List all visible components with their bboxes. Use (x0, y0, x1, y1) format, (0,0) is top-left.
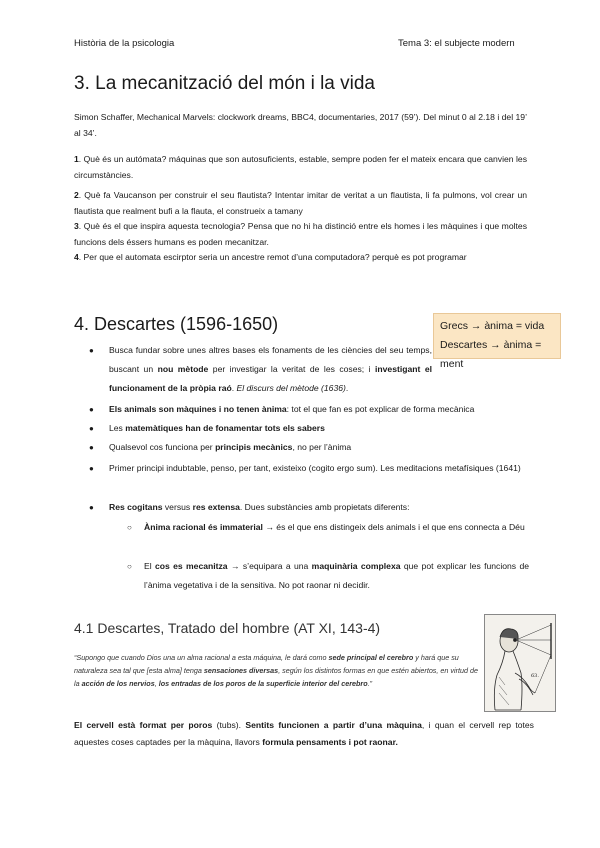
bold-span: sede principal el cerebro (328, 653, 414, 662)
text-span: . Dues substàncies amb propietats diferents: (239, 502, 410, 512)
question-2 (74, 188, 527, 219)
bullet-animals-machines (89, 400, 529, 419)
question-text: . Què és el que inspira aquesta tecnologia? Pensa que no hi ha distinció entre els homes i les màquines i que moltes funcions dels éssers humans es poden mecanitzar. (74, 221, 527, 247)
engraving-illustration (485, 615, 555, 711)
bold-span: El cervell està format per poros (74, 720, 213, 730)
bullet-dot: ● (89, 405, 94, 414)
section-4-title: 4. Descartes (1596-1650) (74, 314, 279, 334)
bold-span: los entradas de los poros de la superficie interior del cerebro (158, 679, 368, 688)
bullet-new-method (89, 341, 433, 398)
section-3-title: 3. La mecanització del món i la vida (74, 73, 375, 94)
text-span: per investigar la veritat de les coses; i (208, 364, 376, 374)
descartes-quote (74, 651, 479, 690)
header-left: Història de la psicologia (74, 38, 175, 49)
question-text: . Per que el automata escirptor seria un ancestre remot d’una computadora? perquè es pot programar (78, 252, 467, 262)
figure-number-label: 63. (531, 673, 539, 679)
text-span: . (345, 383, 349, 393)
text-span: , (154, 679, 159, 688)
text-span: → és el que ens distingeix dels animals i el que ens connecta a Déu (262, 522, 525, 532)
text-span: “Supongo que cuando Dios una un alma racional a esta máquina, le dará como (74, 653, 329, 662)
bullet-cogito (89, 459, 529, 478)
bold-span: investigant el funcionament de la pròpia raó (109, 364, 433, 393)
text-span: . (231, 383, 237, 393)
text-span: Busca fundar sobre unes altres bases els fonaments de les ciències del seu temps, buscant un (109, 345, 432, 374)
text-span: , no per l’ànima (292, 442, 352, 452)
question-number: 4 (74, 252, 79, 262)
section-4-1-title: 4.1 Descartes, Tratado del hombre (AT XI, 143-4) (74, 620, 381, 636)
bold-span: cos es mecanitza (154, 561, 228, 571)
bold-span: Res cogitans (109, 502, 163, 512)
bullet-dot: ● (89, 464, 94, 473)
callout-line-1: Grecs → ànima = vida (440, 320, 545, 332)
text-span: .” (367, 679, 372, 688)
text-span: Primer principi indubtable, penso, per tant, existeixo (cogito ergo sum). Les meditacions metafísiques (1641) (109, 463, 521, 473)
bold-span: principis mecànics (215, 442, 293, 452)
bold-span: acción de los nervios (81, 679, 155, 688)
sub-bullet-body-mechanized (127, 557, 530, 595)
sub-bullet-ring: ○ (127, 523, 132, 532)
source-reference: Simon Schaffer, Mechanical Marvels: clockwork dreams, BBC4, documentaries, 2017 (59’). Del minut 0 al 2.18 i del 19’ al 34’. (74, 112, 527, 138)
bold-span: Ànima racional és immaterial (144, 522, 263, 532)
question-3 (74, 219, 527, 250)
conclusion-paragraph (74, 717, 534, 751)
greeks-descartes-callout (433, 313, 561, 370)
question-number: 3 (74, 221, 79, 231)
text-span: y hará que su naturaleza sea tal que [esta alma] tenga (74, 653, 459, 675)
descartes-engraving-figure (484, 614, 556, 712)
bullet-dot: ● (89, 443, 94, 452)
bullet-res-cogitans (89, 498, 529, 517)
question-1 (74, 152, 527, 183)
text-span: , i quan el cervell rep totes aquestes coses captades per la màquina, llavors (74, 720, 534, 747)
text-span: El (144, 561, 155, 571)
bold-span: formula pensaments i pot raonar. (262, 737, 398, 747)
question-4 (74, 250, 527, 266)
bold-span: sensaciones diversas (203, 666, 279, 675)
sub-bullet-ring: ○ (127, 562, 132, 571)
text-span: (tubs). (212, 720, 246, 730)
text-span: Qualsevol cos funciona per (109, 442, 216, 452)
bullet-mathematics (89, 419, 529, 438)
question-text: . Què és un autómata? máquinas que son autosuficients, estable, sempre poden fer el mateix encara que canvien les circumstàncies. (74, 154, 527, 180)
bullet-dot: ● (89, 346, 94, 355)
bold-span: Sentits funcionen a partir d’una màquina (245, 720, 422, 730)
text-span: Les (109, 423, 126, 433)
bold-span: nou mètode (157, 364, 209, 374)
bold-span: Els animals son màquines i no tenen ànima (109, 404, 287, 414)
question-number: 2 (74, 190, 79, 200)
text-span: : tot el que fan es pot explicar de forma mecànica (286, 404, 475, 414)
callout-line-2: Descartes → ànima = ment (440, 339, 542, 370)
bold-span: res extensa (192, 502, 240, 512)
bold-span: maquinària complexa (311, 561, 401, 571)
text-span: que pot explicar les funcions de l’ànima vegetativa i de la sensitiva. No pot raonar ni decidir. (144, 561, 530, 590)
question-text: . Què fa Vaucanson per construir el seu flautista? Intentar imitar de veritat a un flautista, li fa pulmons, vol crear un flautista que realment bufi a la flauta, el construeix a tamany (74, 190, 527, 216)
text-span: versus (162, 502, 193, 512)
question-number: 1 (74, 154, 79, 164)
bullet-dot: ● (89, 503, 94, 512)
italic-span: El discurs del mètode (1636) (236, 383, 346, 393)
header-right: Tema 3: el subjecte modern (398, 38, 515, 49)
bullet-mechanical-principles (89, 438, 529, 457)
text-span: , según los distintos formas en que estén abiertos, en virtud de la (74, 666, 478, 688)
sub-bullet-rational-soul (127, 518, 529, 537)
text-span: → s’equipara a una (227, 561, 312, 571)
bullet-dot: ● (89, 424, 94, 433)
bold-span: matemàtiques han de fonamentar tots els sabers (125, 423, 325, 433)
